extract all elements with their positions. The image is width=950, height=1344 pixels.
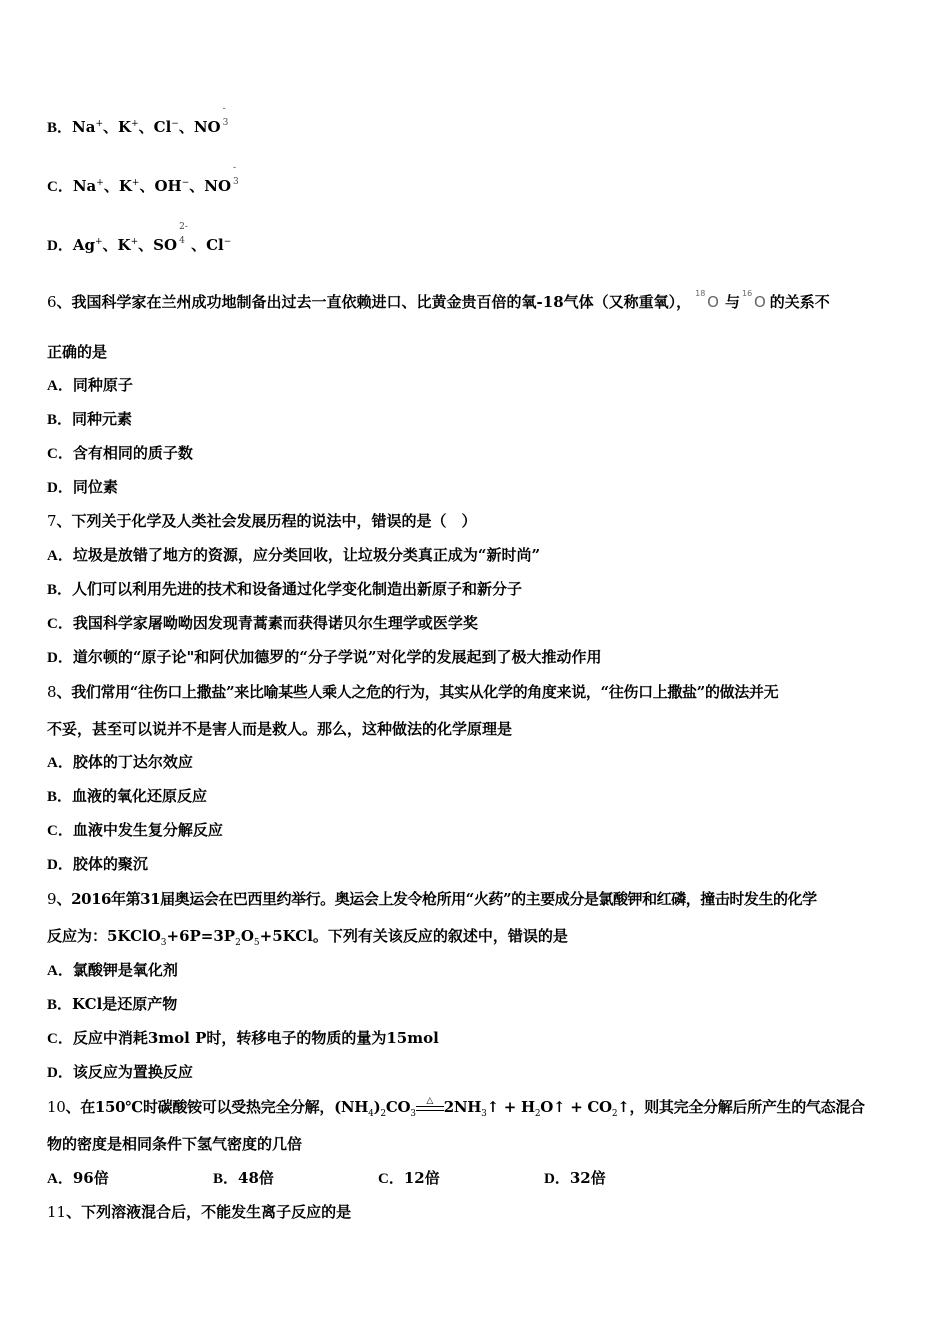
q8-option-b[interactable] xyxy=(47,786,207,807)
q8-option-c[interactable] xyxy=(47,820,223,841)
option-label: D． xyxy=(47,857,73,873)
subscript: 2 xyxy=(235,938,241,948)
charge: 2- xyxy=(179,222,188,232)
question-text: ↑，则其完全分解后所产生的气态混合 xyxy=(617,1098,865,1116)
separator: 、 xyxy=(139,177,155,195)
q7-stem xyxy=(47,511,477,531)
option-label: B． xyxy=(47,412,73,428)
question-number: 11 xyxy=(47,1203,67,1221)
charge: - xyxy=(233,163,237,173)
charge: + xyxy=(94,237,103,247)
ion: K xyxy=(118,118,132,136)
option-label: C． xyxy=(47,823,73,839)
q11-stem xyxy=(47,1202,351,1222)
separator: 、 xyxy=(191,236,207,254)
option-text: 同位素 xyxy=(72,478,118,496)
option-label: D． xyxy=(544,1171,570,1187)
option-text: 血液中发生复分解反应 xyxy=(72,821,223,839)
option-label: B． xyxy=(47,582,73,598)
q9-stem-line1 xyxy=(47,889,817,909)
q8-stem-line1 xyxy=(47,682,778,702)
sulfate-ion xyxy=(153,222,188,255)
option-label: D． xyxy=(47,238,73,254)
delta-icon: △ xyxy=(426,1096,434,1106)
q6-option-c[interactable] xyxy=(47,443,193,464)
option-text: 该反应为置换反应 xyxy=(72,1063,193,1081)
option-text: 垃圾是放错了地方的资源，应分类回收，让垃圾分类真正成为“新时尚” xyxy=(72,546,541,564)
q10-options xyxy=(47,1168,606,1189)
charge: + xyxy=(95,119,103,129)
q10-stem-line1 xyxy=(47,1097,865,1124)
question-number: 10 xyxy=(47,1098,66,1116)
q8-option-a[interactable] xyxy=(47,752,193,773)
subscript: 5 xyxy=(253,938,260,948)
question-number: 6 xyxy=(47,293,57,311)
subscript: 2 xyxy=(611,1109,618,1119)
nitrate-ion xyxy=(193,104,229,137)
ion: K xyxy=(118,177,132,195)
subscript: 2 xyxy=(534,1109,541,1119)
charge: + xyxy=(96,178,104,188)
q10-option-d[interactable] xyxy=(544,1168,606,1189)
option-text: 我国科学家屠呦呦因发现青蒿素而获得诺贝尔生理学或医学奖 xyxy=(72,614,478,632)
q10-option-a[interactable] xyxy=(47,1168,213,1189)
option-label: B． xyxy=(47,120,73,136)
option-label: D． xyxy=(47,480,73,496)
option-text: KCl是还原产物 xyxy=(72,995,178,1013)
subscript: 3 xyxy=(410,1109,416,1119)
subscript: 3 xyxy=(481,1109,487,1119)
option-label: B． xyxy=(213,1171,239,1187)
separator: 、 xyxy=(189,177,205,195)
option-text: 氯酸钾是氧化剂 xyxy=(72,961,178,979)
equation-part: CO xyxy=(385,1098,411,1116)
charge: - xyxy=(222,104,226,114)
separator: 、 xyxy=(178,118,194,136)
q10-stem-line2: 物的密度是相同条件下氢气密度的几倍 xyxy=(47,1135,303,1153)
charge: − xyxy=(171,119,179,129)
option-text: 含有相同的质子数 xyxy=(72,444,193,462)
option-label: A． xyxy=(47,548,73,564)
option-label: C． xyxy=(378,1171,404,1187)
question-text: 、2016年第31届奥运会在巴西里约举行。奥运会上发令枪所用“火药”的主要成分是氯酸钾和红磷，撞击时发生的化学 xyxy=(56,890,817,908)
option-label: A． xyxy=(47,1171,73,1187)
option-text: 道尔顿的“原子论"和阿伏加德罗的“分子学说”对化学的发展起到了极大推动作用 xyxy=(72,648,602,666)
option-text: 人们可以利用先进的技术和设备通过化学变化制造出新原子和新分子 xyxy=(72,580,523,598)
option-label: C． xyxy=(47,616,73,632)
mass-number: 16 xyxy=(741,289,753,298)
ion: Cl xyxy=(206,236,224,254)
subscript: 3 xyxy=(233,177,239,187)
conjunction: 与 xyxy=(724,293,740,311)
charge: − xyxy=(181,178,190,188)
q9-stem-line2 xyxy=(47,926,568,953)
option-label: C． xyxy=(47,1031,73,1047)
equation-part: ) xyxy=(373,1098,381,1116)
option-label: A． xyxy=(47,755,73,771)
option-text: 12倍 xyxy=(403,1169,440,1187)
heating-arrow xyxy=(416,1097,444,1117)
q6-stem-line1 xyxy=(47,289,830,312)
ion: NO xyxy=(193,118,221,136)
element-symbol: O xyxy=(707,293,719,311)
question-text: 、我国科学家在兰州成功地制备出过去一直依赖进口、比黄金贵百倍的氧-18气体（又称重氧）， xyxy=(56,293,692,311)
q7-option-c[interactable] xyxy=(47,613,478,634)
option-label: D． xyxy=(47,650,73,666)
option-text: 反应中消耗3mol P时，转移电子的物质的量为15mol xyxy=(72,1029,439,1047)
option-label: D． xyxy=(47,1065,73,1081)
separator: 、 xyxy=(103,118,119,136)
q9-option-a[interactable] xyxy=(47,960,178,981)
question-text: 、下列溶液混合后，不能发生离子反应的是 xyxy=(66,1203,352,1221)
q5-option-c[interactable] xyxy=(47,163,239,197)
q10-option-b[interactable] xyxy=(213,1168,378,1189)
option-label: C． xyxy=(47,446,73,462)
subscript: 4 xyxy=(179,236,185,246)
separator: 、 xyxy=(138,236,154,254)
q8-stem-line2: 不妥，甚至可以说并不是害人而是救人。那么，这种做法的化学原理是 xyxy=(47,720,513,738)
q9-option-b[interactable] xyxy=(47,994,177,1015)
ion: K xyxy=(117,236,131,254)
charge: − xyxy=(223,237,232,247)
option-text: 血液的氧化还原反应 xyxy=(72,787,208,805)
option-text: 胶体的丁达尔效应 xyxy=(72,753,193,771)
subscript: 4 xyxy=(368,1109,374,1119)
isotope-o16 xyxy=(741,289,766,312)
option-text: 胶体的聚沉 xyxy=(72,855,148,873)
option-label: C． xyxy=(47,179,73,195)
question-text: 的关系不 xyxy=(769,293,830,311)
equation-part: 2NH xyxy=(443,1098,482,1116)
q6-option-b[interactable] xyxy=(47,409,132,430)
element-symbol: O xyxy=(753,293,766,311)
ion: Cl xyxy=(153,118,172,136)
equation-part: ↑ + H xyxy=(486,1098,535,1116)
separator: 、 xyxy=(138,118,154,136)
subscript: 2 xyxy=(380,1109,386,1119)
option-text: 48倍 xyxy=(238,1169,274,1187)
separator: 、 xyxy=(103,177,119,195)
q6-stem-line2: 正确的是 xyxy=(47,343,108,361)
q6-option-d[interactable] xyxy=(47,477,118,498)
q7-option-b[interactable] xyxy=(47,579,522,600)
question-number: 9 xyxy=(47,890,57,908)
option-text: 32倍 xyxy=(569,1169,606,1187)
q9-option-c[interactable] xyxy=(47,1028,439,1049)
subscript: 3 xyxy=(160,938,167,948)
ion: OH xyxy=(154,177,182,195)
q5-option-d[interactable] xyxy=(47,222,232,256)
q7-option-d[interactable] xyxy=(47,647,602,668)
question-number: 8 xyxy=(47,683,57,701)
equation-part: 反应为：5KClO xyxy=(47,927,161,945)
option-label: B． xyxy=(47,789,73,805)
charge: + xyxy=(130,237,139,247)
subscript: 3 xyxy=(222,118,229,128)
option-text: 同种原子 xyxy=(72,376,133,394)
ion: NO xyxy=(204,177,232,195)
option-label: B． xyxy=(47,997,73,1013)
q9-option-d[interactable] xyxy=(47,1062,193,1083)
ion: Na xyxy=(72,118,96,136)
isotope-o18 xyxy=(695,289,719,312)
nitrate-ion xyxy=(204,163,239,196)
equation-part: 、在150℃时碳酸铵可以受热完全分解，(NH xyxy=(65,1098,369,1116)
separator: 、 xyxy=(102,236,118,254)
charge: + xyxy=(131,119,139,129)
ion: Na xyxy=(72,177,97,195)
question-text: 、下列关于化学及人类社会发展历程的说法中，错误的是（ ） xyxy=(56,512,477,530)
q10-option-c[interactable] xyxy=(378,1168,544,1189)
equation-part: O↑ + CO xyxy=(540,1098,612,1116)
option-text: 96倍 xyxy=(72,1169,109,1187)
q8-option-d[interactable] xyxy=(47,854,148,875)
question-number: 7 xyxy=(47,512,57,530)
q7-option-a[interactable] xyxy=(47,545,540,566)
question-text: +5KCl。下列有关该反应的叙述中，错误的是 xyxy=(259,927,568,945)
option-label: A． xyxy=(47,963,73,979)
equation-part: +6P=3P xyxy=(166,927,236,945)
equation-part: O xyxy=(240,927,254,945)
q6-option-a[interactable] xyxy=(47,375,133,396)
ion: SO xyxy=(153,236,178,254)
question-text: 、我们常用“往伤口上撒盐”来比喻某些人乘人之危的行为，其实从化学的角度来说，“往伤口上撒盐”的做法并无 xyxy=(56,683,779,701)
mass-number: 18 xyxy=(695,289,706,298)
option-label: A． xyxy=(47,378,73,394)
q5-option-b[interactable] xyxy=(47,104,229,138)
ion: Ag xyxy=(72,236,95,254)
charge: + xyxy=(131,178,140,188)
option-text: 同种元素 xyxy=(72,410,133,428)
